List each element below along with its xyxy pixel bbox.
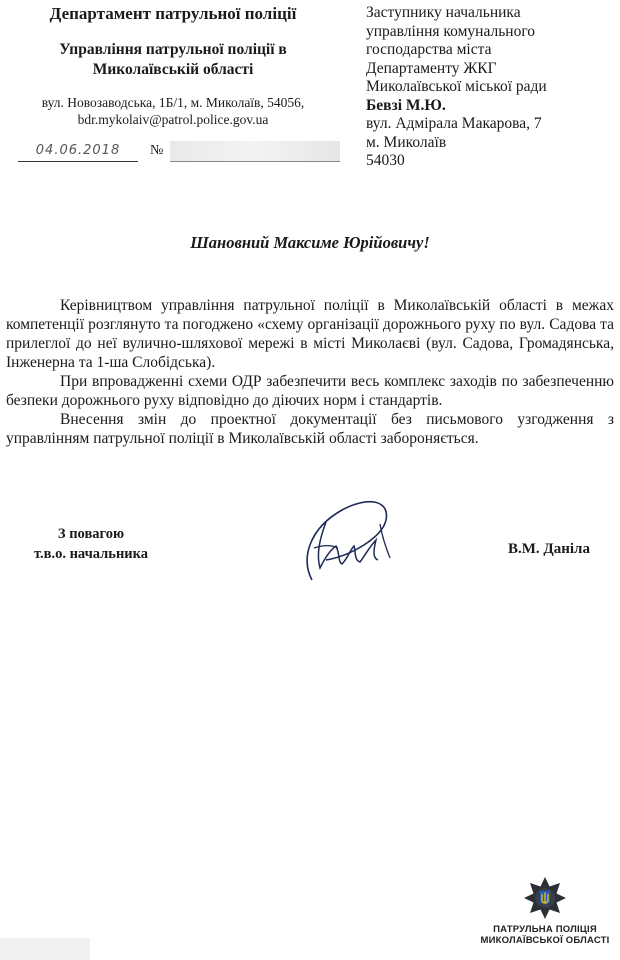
recipient-street: вул. Адмірала Макарова, 7 xyxy=(366,115,542,132)
sender-unit-line2: Миколаївській області xyxy=(92,61,254,78)
handwritten-signature xyxy=(290,488,410,588)
sender-email: bdr.mykolaiv@patrol.police.gov.ua xyxy=(77,112,269,127)
logo-line2: МИКОЛАЇВСЬКОЇ ОБЛАСТІ xyxy=(480,935,610,946)
registration-number-sign: № xyxy=(150,143,164,158)
closing-regards: З повагою xyxy=(57,526,125,542)
recipient-line2: управління комунального xyxy=(366,22,536,40)
recipient-line1: Заступнику начальника xyxy=(366,4,521,21)
patrol-police-logo xyxy=(480,876,610,946)
recipient-line3: господарства міста xyxy=(366,41,492,58)
sender-address-block xyxy=(8,94,338,128)
registration-number-redacted xyxy=(170,141,340,162)
sender-department: Департамент патрульної поліції xyxy=(49,4,297,23)
scan-smudge xyxy=(0,938,90,960)
recipient-city: м. Миколаїв xyxy=(366,133,447,151)
police-star-trident-icon xyxy=(523,876,567,920)
body-paragraph-2: При впровадженні схеми ОДР забезпечити весь комплекс заходів по забезпеченню безпеки дорожнього руху відповідно до діючих норм і стандартів. xyxy=(6,373,614,409)
recipient-postcode: 54030 xyxy=(366,152,405,169)
body-paragraph-3: Внесення змін до проектної документації без письмового узгодження з управлінням патрульної поліції в Миколаївській області забороняється. xyxy=(6,411,614,447)
recipient-name: Бевзі М.Ю. xyxy=(366,96,446,114)
sender-address: вул. Новозаводська, 1Б/1, м. Миколаїв, 54056, xyxy=(41,95,305,110)
closing-position: т.в.о. начальника xyxy=(33,546,149,562)
signer-name: В.М. Даніла xyxy=(508,541,590,557)
recipient-line5: Миколаївської міської ради xyxy=(366,78,547,95)
body-paragraph-1: Керівництвом управління патрульної поліції в Миколаївській області в межах компетенції розглянуто та погоджено «схему організації дорожнього руху по вул. Садова та прилеглої до неї вулично-шляхової мережі в місті Миколаєві (вул. Садова, Громадянська, Інженерна та 1-ша Слобідська). xyxy=(6,297,614,371)
sender-unit-line1: Управління патрульної поліції в xyxy=(59,41,287,58)
salutation: Шановний Максиме Юрійовичу! xyxy=(190,233,430,252)
registration-line xyxy=(18,141,338,165)
logo-caption xyxy=(480,924,610,946)
sender-unit xyxy=(8,40,338,80)
letter-body xyxy=(6,296,614,448)
logo-line1: ПАТРУЛЬНА ПОЛІЦІЯ xyxy=(493,924,597,935)
registration-date: 04.06.2018 xyxy=(18,141,138,162)
closing-block xyxy=(6,524,176,564)
recipient-block xyxy=(366,4,616,171)
recipient-line4: Департаменту ЖКГ xyxy=(366,59,497,77)
sender-block xyxy=(8,2,338,128)
